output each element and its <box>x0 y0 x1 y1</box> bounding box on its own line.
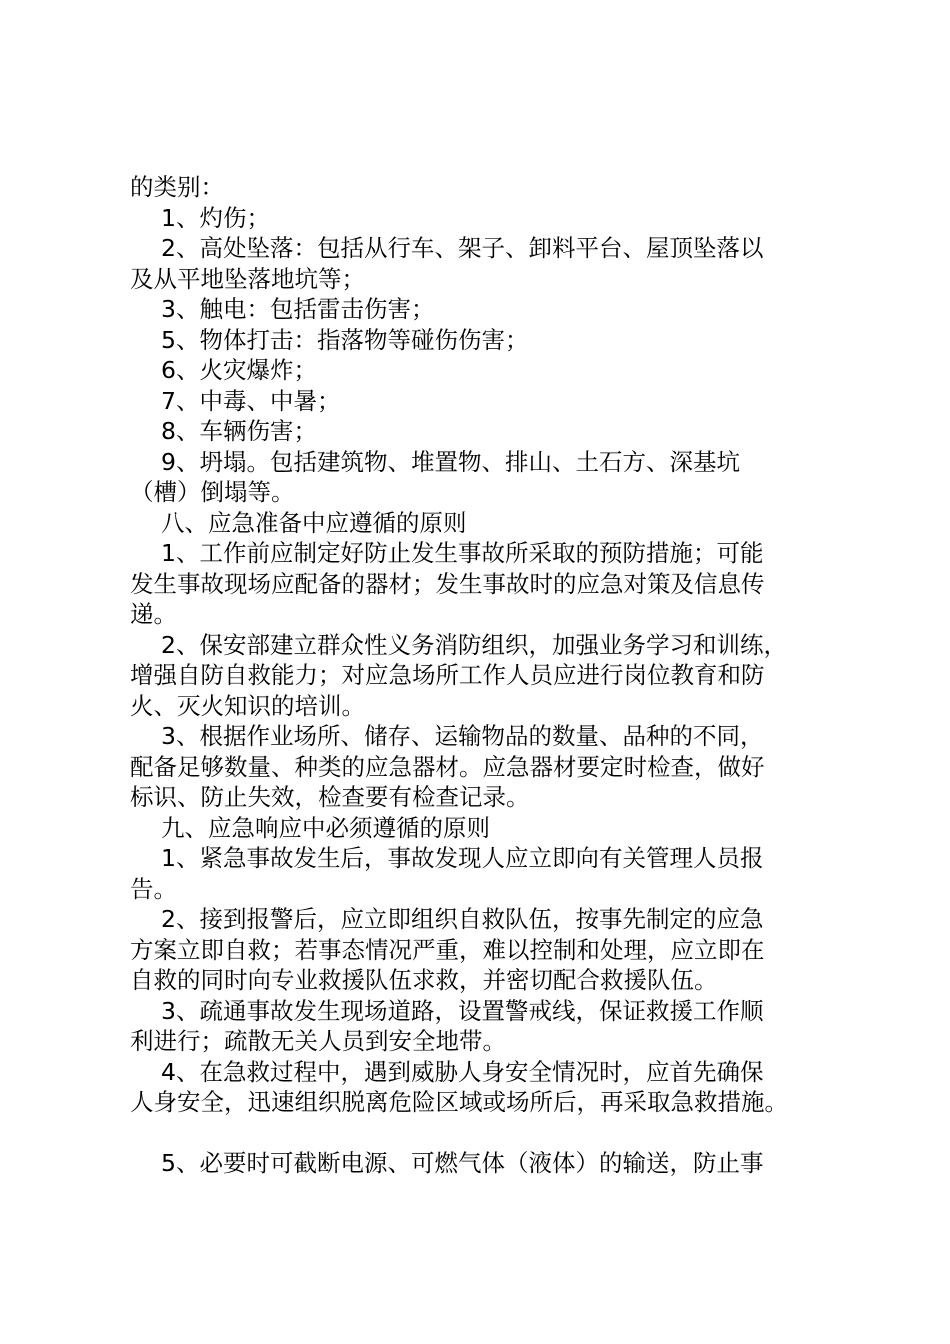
text-line: 配备足够数量、种类的应急器材。应急器材要定时检查，做好 <box>130 752 765 781</box>
list-item: 1、工作前应制定好防止发生事故所采取的预防措施；可能 <box>161 539 764 567</box>
list-item: 2、保安部建立群众性义务消防组织，加强业务学习和训练， <box>161 630 787 659</box>
text-line: 发生事故现场应配备的器材；发生事故时的应急对策及信息传 <box>130 569 765 598</box>
text-line: 方案立即自救；若事态情况严重，难以控制和处理，应立即在 <box>130 935 765 964</box>
list-item: 5、必要时可截断电源、可燃气体（液体）的输送，防止事 <box>161 1149 764 1177</box>
text-line: 及从平地坠落地坑等； <box>130 264 365 293</box>
section-heading: 九、应急响应中必须遵循的原则 <box>161 813 490 842</box>
text-line: 自救的同时向专业救援队伍求救，并密切配合救援队伍。 <box>130 966 718 994</box>
list-item: 9、坍塌。包括建筑物、堆置物、排山、土石方、深基坑 <box>161 447 740 476</box>
list-item: 2、高处坠落：包括从行车、架子、卸料平台、屋顶坠落以 <box>161 234 764 262</box>
list-item: 6、火灾爆炸； <box>161 356 317 384</box>
text-line: 增强自防自救能力；对应急场所工作人员应进行岗位教育和防 <box>130 661 765 689</box>
text-line: 的类别： <box>130 173 224 201</box>
text-line: 人身安全，迅速组织脱离危险区域或场所后，再采取急救措施。 <box>130 1088 788 1116</box>
text-line: 利进行；疏散无关人员到安全地带。 <box>130 1027 506 1055</box>
text-line: 递。 <box>130 600 177 628</box>
list-item: 3、疏通事故发生现场道路，设置警戒线，保证救援工作顺 <box>161 996 764 1025</box>
text-line: 火、灭火知识的培训。 <box>130 691 365 720</box>
blank-line <box>130 1118 830 1149</box>
list-item: 1、紧急事故发生后，事故发现人应立即向有关管理人员报 <box>161 844 764 872</box>
list-item: 7、中毒、中暑； <box>161 386 341 415</box>
list-item: 4、在急救过程中，遇到威胁人身安全情况时，应首先确保 <box>161 1057 764 1086</box>
list-item: 8、车辆伤害； <box>161 417 317 445</box>
text-line: 告。 <box>130 874 177 903</box>
section-heading: 八、应急准备中应遵循的原则 <box>161 508 467 537</box>
text-line: 标识、防止失效，检查要有检查记录。 <box>130 783 530 811</box>
document-body <box>130 172 830 1179</box>
list-item: 5、物体打击：指落物等碰伤伤害； <box>161 325 529 354</box>
list-item: 3、触电：包括雷击伤害； <box>161 295 435 323</box>
list-item: 1、灼伤； <box>161 203 270 232</box>
list-item: 2、接到报警后，应立即组织自救队伍，按事先制定的应急 <box>161 905 764 933</box>
text-line: （槽）倒塌等。 <box>130 478 295 506</box>
list-item: 3、根据作业场所、储存、运输物品的数量、品种的不同， <box>161 722 764 750</box>
